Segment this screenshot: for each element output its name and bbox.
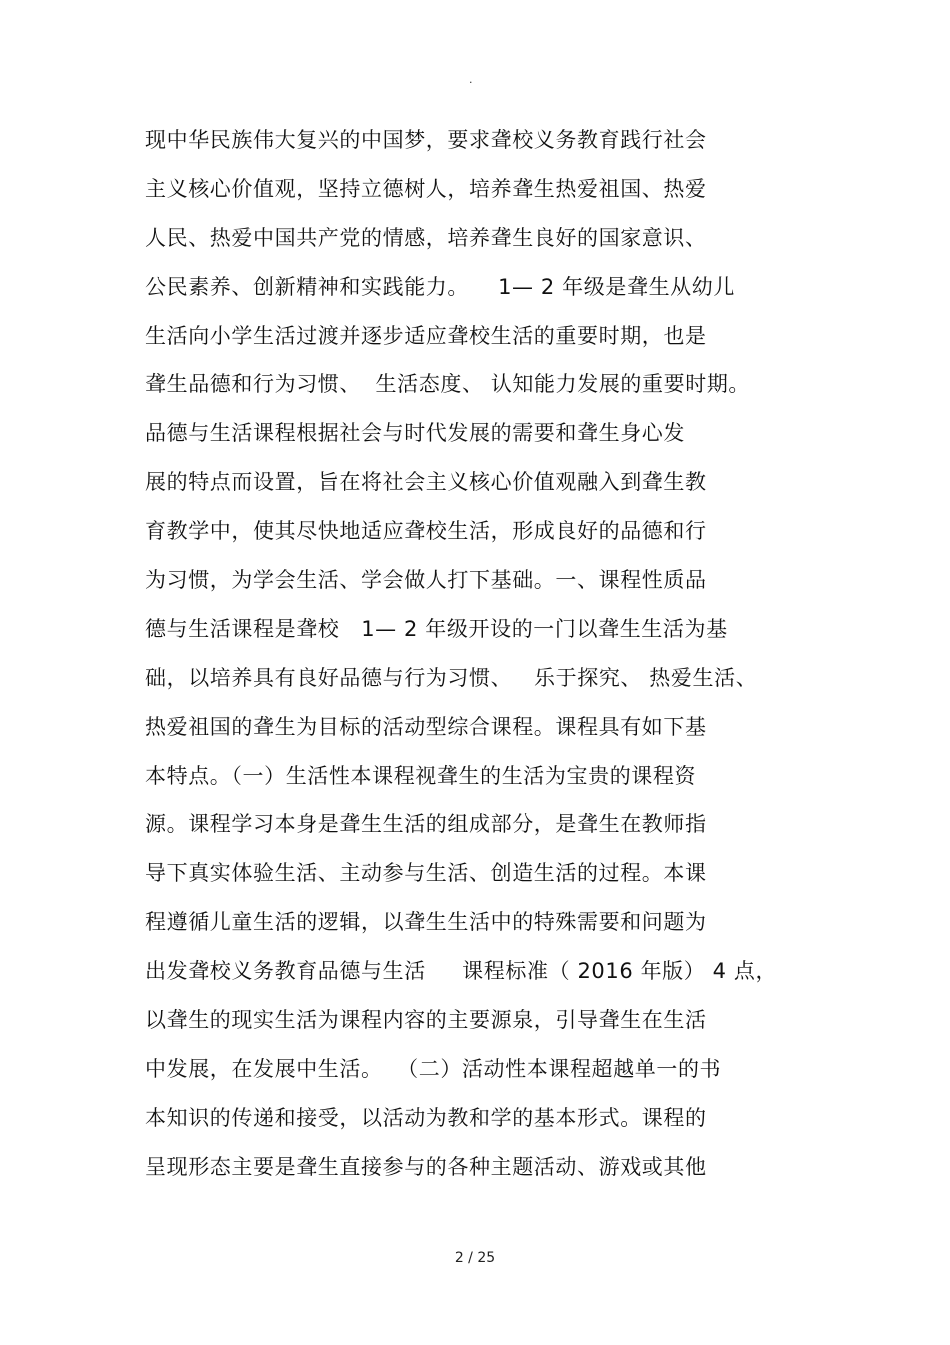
text-line: 为习惯，为学会生活、学会做人打下基础。一、课程性质品 <box>145 568 707 593</box>
text-line: 展的特点而设置，旨在将社会主义核心价值观融入到聋生教 <box>145 470 707 495</box>
text-line: 生活向小学生活过渡并逐步适应聋校生活的重要时期，也是 <box>145 323 707 348</box>
text-line: 导下真实体验生活、主动参与生活、创造生活的过程。本课 <box>145 861 707 886</box>
text-line: 热爱祖国的聋生为目标的活动型综合课程。课程具有如下基 <box>145 714 707 739</box>
text-line: 源。课程学习本身是聋生生活的组成部分，是聋生在教师指 <box>145 812 707 837</box>
text-line: 础，以培养具有良好品德与行为习惯、 乐于探究、 热爱生活、 <box>145 665 758 690</box>
text-line: 品德与生活课程根据社会与时代发展的需要和聋生身心发 <box>145 421 685 446</box>
text-line: 育教学中，使其尽快地适应聋校生活，形成良好的品德和行 <box>145 519 707 544</box>
header-mark: . <box>469 73 473 86</box>
text-line: 呈现形态主要是聋生直接参与的各种主题活动、游戏或其他 <box>145 1154 707 1179</box>
text-line: 出发聋校义务教育品德与生活 课程标准（ 2016 年版） 4 点， <box>145 959 778 984</box>
text-line: 主义核心价值观，坚持立德树人，培养聋生热爱祖国、热爱 <box>145 176 707 201</box>
text-line: 现中华民族伟大复兴的中国梦，要求聋校义务教育践行社会 <box>145 128 707 152</box>
text-line: 德与生活课程是聋校 1— 2 年级开设的一门以聋生生活为基 <box>145 616 728 641</box>
text-line: 中发展，在发展中生活。 （二）活动性本课程超越单一的书 <box>145 1056 722 1081</box>
text-line: 本知识的传递和接受，以活动为教和学的基本形式。课程的 <box>145 1105 707 1130</box>
page-number: 2 / 25 <box>454 1250 496 1266</box>
body-text <box>145 116 935 1192</box>
text-line: 程遵循儿童生活的逻辑，以聋生生活中的特殊需要和问题为 <box>145 910 707 935</box>
text-line: 公民素养、创新精神和实践能力。 1— 2 年级是聋生从幼儿 <box>145 274 735 299</box>
text-line: 本特点。（一）生活性本课程视聋生的生活为宝贵的课程资 <box>145 763 697 788</box>
text-line: 聋生品德和行为习惯、 生活态度、 认知能力发展的重要时期。 <box>145 372 751 397</box>
text-line: 以聋生的现实生活为课程内容的主要源泉，引导聋生在生活 <box>145 1008 707 1033</box>
text-line: 人民、热爱中国共产党的情感，培养聋生良好的国家意识、 <box>145 225 707 250</box>
